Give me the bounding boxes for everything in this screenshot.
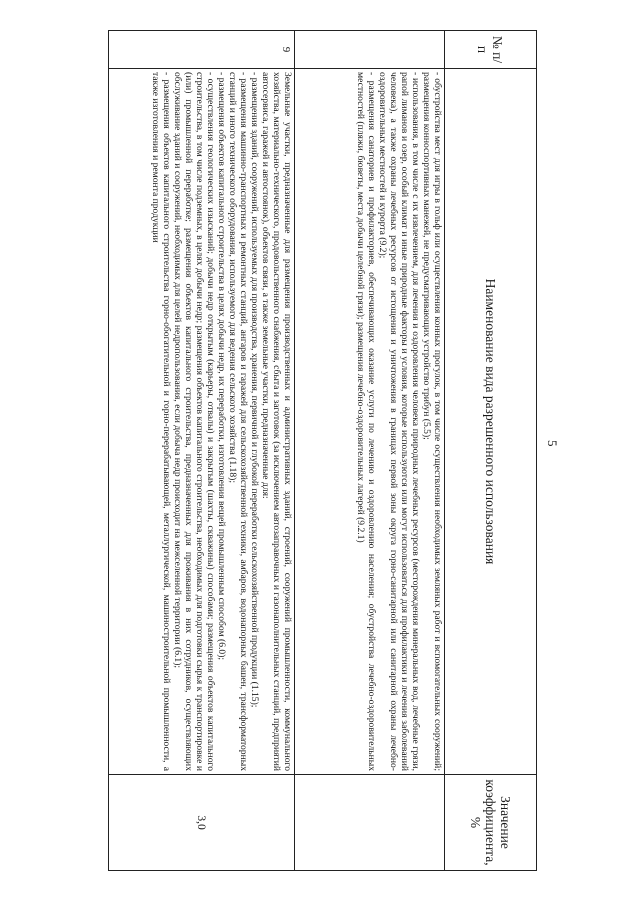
row1-value bbox=[295, 775, 445, 871]
table-row bbox=[295, 31, 445, 871]
row1-line: - использования, в том числе с их извлечением, для лечения и оздоровления человека природных лечебных ресурсов (месторождения минеральных вод, лечебные грязи, рапой лиманов и озер, особый климат и иные природные факторы и условия, которые используются или могут использоваться для профилактики и лечения заболеваний человека), а также охраны лечебных ресурсов от истощения и уничтожения в границах первой зоны округа горно-санитарной или санитарной охраны лечебно-оздоровительных местностей и курорта (9.2); bbox=[377, 72, 421, 771]
row2-line: - размещения зданий, сооружений, используемых для производства, хранения, первичной и глубокой переработки сельскохозяйственной продукции (1.15); bbox=[249, 72, 260, 708]
coefficient-table-sheet bbox=[109, 30, 537, 870]
row2-line: - размещения объектов капитального строительства в целях добычи недр, их переработки, изготовления вещей промышленным способом (6.0); bbox=[216, 72, 227, 661]
row1-num bbox=[295, 31, 445, 69]
row1-line: - обустройства мест для игры в гольф или осуществления конных прогулок, в том числе осуществления необходимых земляных работ и вспомогательных сооружений; размещения конноспортивных манежей, не предусматривающих устройство трибун (5.5); bbox=[421, 72, 443, 771]
header-num: № п/п bbox=[445, 31, 537, 69]
row2-line: - размещения машинно-транспортных и ремонтных станций, ангаров и гаражей для сельскохозяйственной техники, амбаров, водонапорных башен, трансформаторных станций и иного технического оборудования, используемого для ведения сельского хозяйства (1.18); bbox=[227, 72, 249, 771]
row2-line: Земельные участки, предназначенные для размещения производственных и административных зданий, строений, сооружений промышленности, коммунального хозяйства, материально-технического, продовольственного снабжения, сбыта и заготовок (за исключением автозаправочных и газонаполнительных станций, предприятий автосервиса, гаражей и автостоянок), объектов связи, а также земельные участки, предназначенные для: bbox=[260, 72, 293, 771]
row2-value: 3,0 bbox=[109, 775, 295, 871]
header-name: Наименование вида разрешенного использования bbox=[445, 69, 537, 775]
row2-num: 9 bbox=[109, 31, 295, 69]
row2-line: - размещения объектов капитального строительства горно-обогатительной и горно-перерабатывающей, металлургической, машиностроительной промышленности, а также изготовления и ремонта продукции bbox=[150, 72, 172, 771]
page-number: 5 bbox=[545, 440, 560, 447]
row1-name bbox=[295, 69, 445, 775]
header-value: Значение коэффициента, % bbox=[445, 775, 537, 871]
row1-line: - размещения санаториев и профилакториев, обеспечивающих оказание услуги по лечению и оздоровлению населения; обустройства лечебно-оздоровительных местностей (пляжи, бюветы, места добычи целебной грязи); размещения лечебно-оздоровительных лагерей (9.2.1) bbox=[355, 72, 377, 771]
row2-name bbox=[109, 69, 295, 775]
table-header-row bbox=[445, 31, 537, 871]
coefficient-table bbox=[108, 30, 537, 871]
row2-line: - осуществления геологических изысканий; добычи недр открытым (карьеры, отвалы) и закрытым (шахты, скважины) способами; размещения объектов капитального строительства, в том числе подземных, в целях добычи недр; размещения объектов капитального строительства, необходимых для подготовки сырья к транспортировке и (или) промышленной переработке; размещения объектов капитального строительства, предназначенных для проживания в них сотрудников, осуществляющих обслуживание зданий и сооружений, необходимых для целей недропользования, если добыча недр происходит на межселенной территории (6.1); bbox=[172, 72, 216, 771]
table-row bbox=[109, 31, 295, 871]
